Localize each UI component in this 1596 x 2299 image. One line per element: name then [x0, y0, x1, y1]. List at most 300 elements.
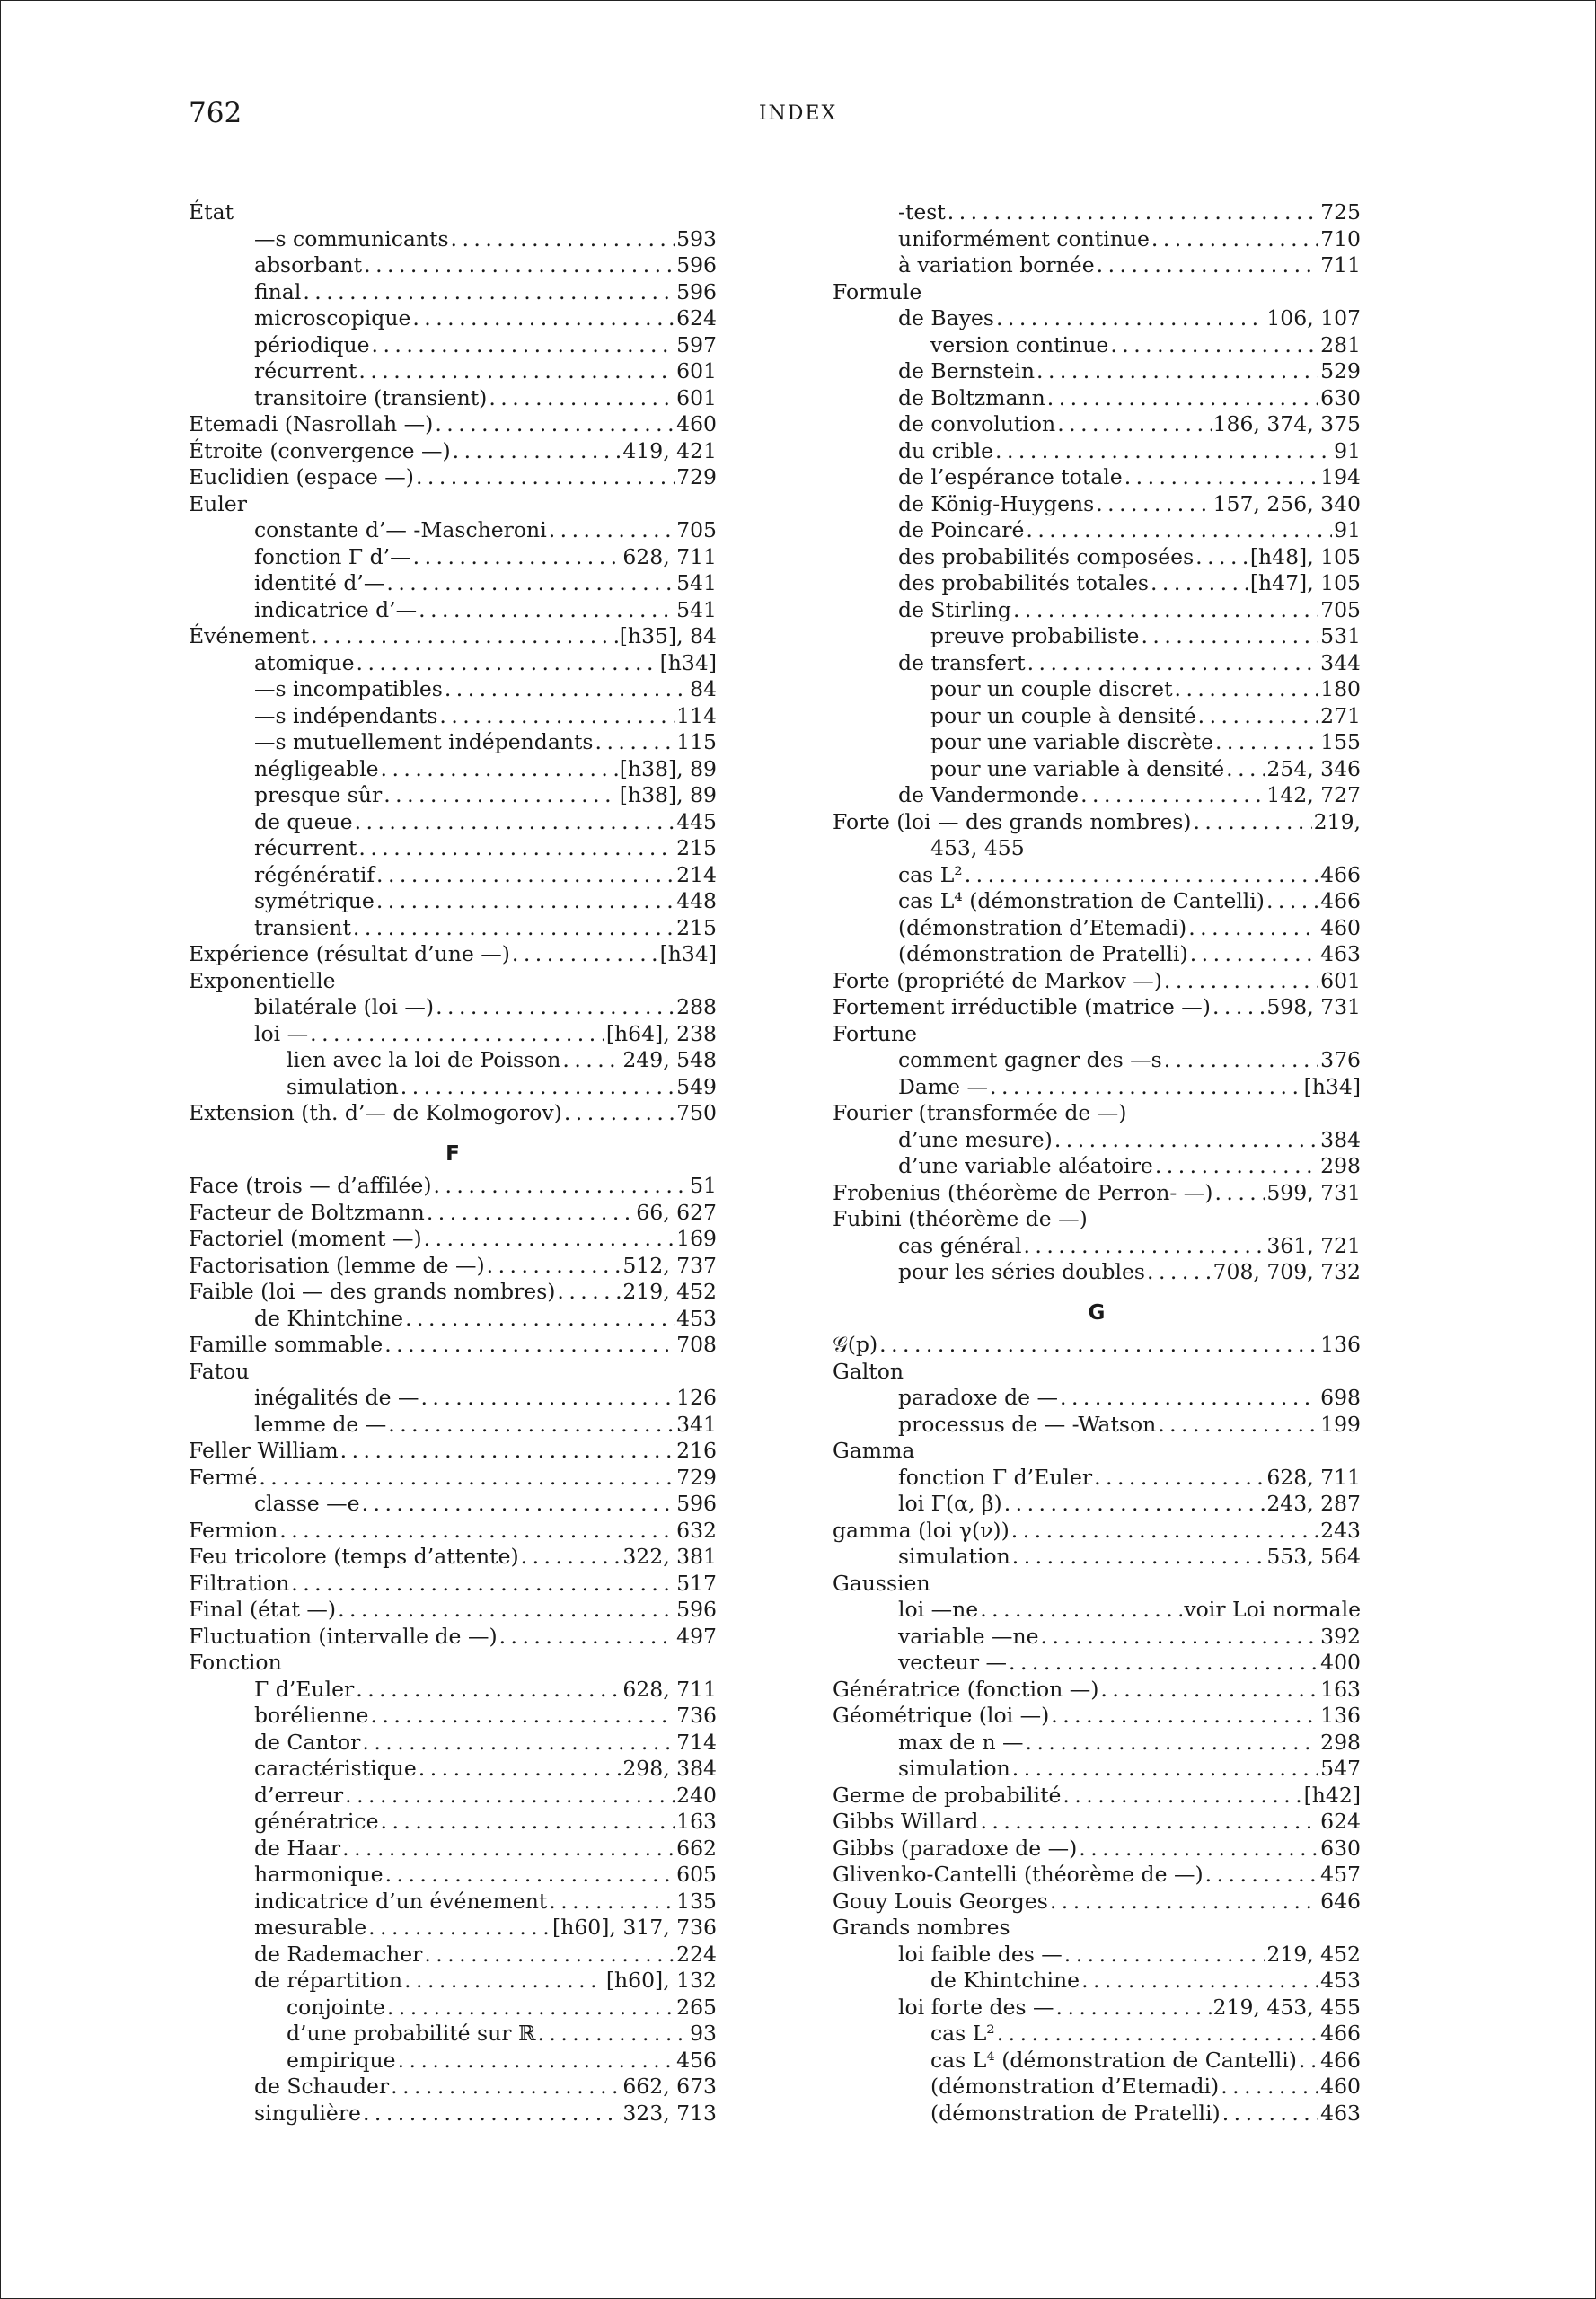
leader-dots: [512, 941, 658, 968]
leader-dots: [388, 1412, 675, 1439]
entry-term: de Stirling: [898, 596, 1011, 622]
entry-term: cas L⁴ (démonstration de Cantelli): [930, 2047, 1297, 2073]
entry-term: lemme de —: [254, 1411, 387, 1437]
entry-pages: 601: [676, 384, 717, 410]
entry-term: Final (état —): [189, 1597, 337, 1622]
leader-dots: [1026, 517, 1332, 544]
index-entry: [833, 782, 1361, 809]
entry-pages: 463: [1320, 941, 1361, 966]
leader-dots: [376, 888, 675, 915]
entry-pages: 711: [1320, 252, 1361, 277]
entry-pages: 91: [1334, 517, 1361, 542]
index-entry: [189, 1703, 717, 1730]
entry-pages: 224: [676, 1941, 717, 1967]
index-entry: [833, 332, 1361, 359]
entry-term: preuve probabiliste: [930, 623, 1140, 648]
entry-pages: 705: [676, 517, 717, 542]
entry-term: 𝒢(p): [833, 1332, 878, 1357]
entry-term: (démonstration de Pratelli): [898, 941, 1188, 966]
index-entry: [189, 1074, 717, 1101]
leader-dots: [1036, 358, 1318, 385]
leader-dots: [879, 1332, 1318, 1359]
entry-term: Filtration: [189, 1570, 290, 1596]
leader-dots: [990, 1074, 1302, 1101]
entry-pages: 628, 711: [1266, 1464, 1361, 1490]
leader-dots: [1060, 1385, 1318, 1412]
leader-dots: [259, 1465, 675, 1492]
index-entry: [833, 1703, 1361, 1730]
index-heading: Galton: [833, 1358, 904, 1384]
entry-term: caractéristique: [254, 1756, 417, 1781]
entry-pages: 497: [676, 1623, 717, 1649]
entry-term: Fluctuation (intervalle de —): [189, 1623, 498, 1649]
entry-pages: 605: [676, 1862, 717, 1887]
index-entry: [833, 411, 1361, 438]
index-entry: [833, 464, 1361, 491]
index-entry: [833, 305, 1361, 332]
entry-pages: 628, 711: [622, 1676, 717, 1702]
entry-term: paradoxe de —: [898, 1385, 1059, 1410]
entry-pages: 460: [1320, 2074, 1361, 2099]
index-heading: Exponentielle: [189, 967, 336, 993]
entry-term: Gouy Louis Georges: [833, 1888, 1048, 1914]
entry-pages: 219, 453, 455: [1212, 1994, 1361, 2020]
index-entry: [833, 570, 1361, 597]
leader-dots: [1079, 1836, 1318, 1863]
entry-term: de Poincaré: [898, 517, 1025, 542]
index-entry: [833, 1544, 1361, 1571]
index-entry: [189, 1624, 717, 1651]
entry-pages: 445: [676, 808, 717, 834]
leader-dots: [413, 544, 622, 571]
entry-pages: 361, 721: [1266, 1232, 1361, 1258]
index-entry: [189, 2101, 717, 2127]
index-heading: État: [189, 199, 234, 225]
entry-pages: 453: [1320, 1968, 1361, 1993]
entry-pages: 219, 452: [622, 1279, 717, 1304]
index-entry: [189, 570, 717, 597]
index-entry: [833, 2101, 1361, 2127]
leader-dots: [1141, 623, 1318, 650]
entry-term: fonction Γ d’—: [254, 543, 411, 569]
entry-term: récurrent: [254, 835, 357, 860]
entry-term: gamma (loi γ(ν)): [833, 1517, 1010, 1543]
index-entry: [833, 1074, 1361, 1101]
index-entry: [833, 358, 1361, 385]
leader-dots: [412, 305, 675, 332]
index-entry: [833, 729, 1361, 756]
entry-term: cas L²: [898, 861, 963, 887]
entry-pages: 243: [1320, 1517, 1361, 1543]
entry-term: Frobenius (théorème de Perron- —): [833, 1179, 1213, 1205]
leader-dots: [1188, 915, 1318, 942]
leader-dots: [1056, 1995, 1212, 2022]
index-entry: [189, 729, 717, 756]
entry-pages: 448: [676, 888, 717, 913]
index-entry: [833, 1995, 1361, 2022]
entry-term: bilatérale (loi —): [254, 994, 435, 1019]
index-entry: [189, 1756, 717, 1783]
leader-dots: [419, 1756, 622, 1783]
leader-dots: [391, 2074, 621, 2101]
entry-term: (démonstration d’Etemadi): [930, 2074, 1220, 2099]
entry-pages: 460: [676, 411, 717, 436]
entry-term: Gibbs Willard: [833, 1809, 979, 1834]
index-entry: [833, 1491, 1361, 1518]
entry-term: loi —: [254, 1020, 309, 1046]
leader-dots: [424, 1226, 675, 1253]
entry-pages: 194: [1320, 464, 1361, 489]
index-entry: [189, 1862, 717, 1889]
leader-dots: [1097, 252, 1319, 279]
entry-pages: 254, 346: [1266, 755, 1361, 781]
entry-pages: 729: [676, 1464, 717, 1490]
leader-dots: [435, 411, 675, 438]
leader-dots: [358, 358, 675, 385]
page-header: [0, 97, 1596, 133]
entry-term: de convolution: [898, 411, 1056, 436]
entry-term: cas L⁴ (démonstration de Cantelli): [898, 888, 1265, 913]
index-entry: [189, 517, 717, 544]
index-entry: [833, 1968, 1361, 1995]
entry-pages: [h34]: [659, 941, 717, 966]
index-entry: [189, 1571, 717, 1598]
entry-term: simulation: [898, 1544, 1010, 1569]
entry-term: Germe de probabilité: [833, 1782, 1062, 1808]
entry-term: de transfert: [898, 649, 1026, 675]
entry-term: Euclidien (espace —): [189, 464, 414, 489]
entry-pages: 163: [676, 1809, 717, 1834]
entry-term: simulation: [898, 1756, 1010, 1781]
entry-pages: 466: [1320, 861, 1361, 887]
leader-dots: [387, 1995, 675, 2022]
index-column-right: [833, 199, 1361, 2127]
index-heading: Fortune: [833, 1020, 918, 1046]
leader-dots: [980, 1809, 1318, 1836]
entry-pages: [h38], 89: [619, 755, 717, 781]
index-entry: [189, 305, 717, 332]
index-entry: [833, 941, 1361, 968]
leader-dots: [1175, 676, 1319, 703]
index-entry: [189, 1200, 717, 1227]
leader-dots: [1057, 411, 1211, 438]
entry-pages: [h38], 89: [619, 782, 717, 807]
index-heading: Fubini (théorème de —): [833, 1206, 1088, 1231]
entry-pages: 463: [1320, 2100, 1361, 2126]
index-entry: [833, 1809, 1361, 1836]
index-entry: [189, 464, 717, 491]
entry-pages: 66, 627: [636, 1199, 717, 1225]
entry-term: périodique: [254, 331, 370, 357]
index-entry: [833, 915, 1361, 942]
entry-pages: 323, 713: [622, 2100, 717, 2126]
leader-dots: [1147, 1259, 1212, 1286]
entry-term: de l’espérance totale: [898, 464, 1123, 489]
leader-dots: [356, 1677, 621, 1704]
leader-dots: [1226, 756, 1265, 783]
index-entry: [833, 809, 1361, 836]
entry-pages: 547: [1320, 1756, 1361, 1781]
index-entry: [833, 676, 1361, 703]
entry-term: comment gagner des —s: [898, 1047, 1162, 1072]
index-entry: [833, 1518, 1361, 1545]
index-entry: [833, 544, 1361, 571]
index-heading: Fatou: [189, 1358, 250, 1384]
index-entry: [833, 2021, 1361, 2048]
entry-pages: voir Loi normale: [1184, 1597, 1361, 1622]
leader-dots: [424, 1942, 675, 1969]
index-entry: [833, 1836, 1361, 1863]
leader-dots: [997, 2021, 1318, 2048]
leader-dots: [291, 1571, 675, 1598]
index-entry: [833, 517, 1361, 544]
entry-term: de Rademacher: [254, 1941, 423, 1967]
index-entry: [833, 199, 1361, 226]
entry-pages: [h34]: [659, 649, 717, 675]
leader-dots: [439, 703, 675, 730]
entry-term: loi faible des —: [898, 1941, 1063, 1967]
leader-dots: [996, 305, 1265, 332]
index-entry: [833, 1127, 1361, 1154]
index-entry: [833, 968, 1361, 995]
index-entry: [189, 1332, 717, 1359]
leader-dots: [1064, 1942, 1265, 1969]
entry-pages: 216: [676, 1438, 717, 1463]
entry-term: identité d’—: [254, 570, 385, 595]
entry-term: Factorisation (lemme de —): [189, 1252, 485, 1278]
leader-dots: [1096, 491, 1211, 518]
index-entry: [189, 1253, 717, 1280]
entry-pages: 710: [1320, 225, 1361, 251]
leader-dots: [562, 1047, 621, 1074]
entry-pages: 708: [676, 1332, 717, 1357]
entry-pages: 106, 107: [1266, 305, 1361, 330]
entry-term: de Khintchine: [930, 1968, 1080, 1993]
leader-dots: [419, 597, 675, 624]
leader-dots: [487, 1253, 622, 1280]
entry-pages: 541: [676, 570, 717, 595]
entry-term: transient: [254, 914, 351, 940]
index-entry: [189, 915, 717, 942]
entry-term: de Schauder: [254, 2074, 390, 2099]
entry-term: conjointe: [287, 1994, 385, 2020]
entry-pages: 596: [676, 1491, 717, 1516]
leader-dots: [1013, 597, 1318, 624]
entry-pages: 180: [1320, 676, 1361, 701]
leader-dots: [1299, 2048, 1318, 2074]
index-heading: Fonction: [189, 1650, 282, 1675]
entry-term: indicatrice d’—: [254, 596, 418, 622]
entry-term: constante d’— -Mascheroni: [254, 517, 547, 542]
leader-dots: [1023, 1233, 1265, 1260]
entry-term: Fermé: [189, 1464, 258, 1490]
leader-dots: [340, 1438, 675, 1465]
leader-dots: [1198, 703, 1318, 730]
entry-pages: 601: [676, 358, 717, 383]
entry-pages: 632: [676, 1517, 717, 1543]
entry-term: uniformément continue: [898, 225, 1150, 251]
entry-term: d’une mesure): [898, 1126, 1053, 1152]
entry-term: harmonique: [254, 1862, 384, 1887]
leader-dots: [364, 252, 675, 279]
entry-term: Faible (loi — des grands nombres): [189, 1279, 556, 1304]
entry-pages: [h60], 132: [605, 1968, 717, 1993]
entry-term: —s mutuellement indépendants: [254, 729, 594, 754]
entry-term: Génératrice (fonction —): [833, 1676, 1099, 1702]
leader-dots: [980, 1597, 1182, 1624]
index-entry: [189, 1100, 717, 1127]
leader-dots: [385, 1862, 675, 1889]
leader-dots: [345, 1783, 675, 1810]
index-entry: [833, 226, 1361, 253]
entry-term: atomique: [254, 649, 355, 675]
entry-term: Forte (loi — des grands nombres): [833, 808, 1192, 834]
entry-pages: 298: [1320, 1153, 1361, 1178]
entry-pages: 466: [1320, 2047, 1361, 2073]
leader-dots: [521, 1544, 622, 1571]
leader-dots: [1212, 994, 1265, 1021]
leader-dots: [311, 623, 618, 650]
entry-pages: 662, 673: [622, 2074, 717, 2099]
leader-dots: [1215, 729, 1318, 756]
entry-pages: 344: [1320, 649, 1361, 675]
index-heading: Euler: [189, 490, 247, 516]
entry-term: d’une variable aléatoire: [898, 1153, 1153, 1178]
index-entry: [833, 2074, 1361, 2101]
index-heading: Grands nombres: [833, 1915, 1010, 1940]
entry-term: pour un couple discret: [930, 676, 1173, 701]
entry-term: de Vandermonde: [898, 782, 1080, 807]
leader-dots: [401, 1074, 675, 1101]
leader-dots: [1012, 1756, 1318, 1783]
entry-term: de Boltzmann: [898, 384, 1045, 410]
entry-pages: 126: [676, 1385, 717, 1410]
leader-dots: [1110, 332, 1318, 359]
index-entry: [833, 2048, 1361, 2074]
leader-dots: [1081, 1968, 1318, 1995]
entry-pages: 630: [1320, 1835, 1361, 1861]
entry-pages: 135: [676, 1888, 717, 1914]
index-entry: [189, 226, 717, 253]
index-entry: [833, 1624, 1361, 1651]
leader-dots: [1190, 941, 1318, 968]
entry-term: négligeable: [254, 755, 379, 781]
leader-dots: [564, 1100, 675, 1127]
index-entry: [189, 1783, 717, 1810]
leader-dots: [549, 1889, 675, 1916]
entry-pages: 630: [1320, 384, 1361, 410]
leader-dots: [436, 994, 675, 1021]
index-entry: [833, 703, 1361, 730]
index-entry: [833, 1730, 1361, 1757]
leader-dots: [384, 782, 618, 809]
index-entry: [189, 994, 717, 1021]
entry-pages: 288: [676, 994, 717, 1019]
entry-pages: 549: [676, 1073, 717, 1099]
leader-dots: [362, 1491, 675, 1518]
entry-term: de Cantor: [254, 1729, 361, 1755]
entry-term: Famille sommable: [189, 1332, 384, 1357]
entry-term: loi —ne: [898, 1597, 979, 1622]
leader-dots: [549, 517, 675, 544]
leader-dots: [404, 1968, 604, 1995]
index-entry: [833, 1597, 1361, 1624]
leader-dots: [965, 862, 1318, 889]
index-entry: [189, 1889, 717, 1916]
entry-term: Glivenko-Cantelli (théorème de —): [833, 1862, 1204, 1887]
index-entry: [833, 994, 1361, 1021]
entry-pages: 114: [676, 702, 717, 728]
leader-dots: [1221, 2074, 1318, 2101]
index-entry: [833, 1862, 1361, 1889]
index-entry: [189, 358, 717, 385]
entry-term: cas général: [898, 1232, 1022, 1258]
entry-pages: 199: [1320, 1411, 1361, 1437]
entry-pages: 163: [1320, 1676, 1361, 1702]
entry-pages: 553, 564: [1266, 1544, 1361, 1569]
index-entry: [189, 1438, 717, 1465]
entry-pages: 662: [676, 1835, 717, 1861]
entry-term: (démonstration d’Etemadi): [898, 914, 1187, 940]
entry-pages: 219, 452: [1266, 1941, 1361, 1967]
leader-dots: [1080, 782, 1265, 809]
leader-dots: [376, 862, 675, 889]
entry-pages: [h48], 105: [1249, 543, 1361, 569]
entry-pages: 243, 287: [1266, 1491, 1361, 1516]
leader-dots: [310, 1021, 604, 1048]
entry-term: variable —ne: [898, 1623, 1039, 1649]
index-heading: Gamma: [833, 1438, 915, 1463]
leader-dots: [1193, 809, 1311, 836]
entry-term: -test: [898, 199, 946, 225]
index-entry: [189, 1968, 717, 1995]
leader-dots: [427, 1200, 634, 1227]
entry-term: Expérience (résultat d’une —): [189, 941, 510, 966]
index-entry: [189, 835, 717, 862]
entry-pages: 596: [676, 278, 717, 304]
leader-dots: [1009, 1650, 1318, 1677]
entry-term: transitoire (transient): [254, 384, 488, 410]
entry-term: pour une variable discrète: [930, 729, 1213, 754]
index-entry: [833, 1259, 1361, 1286]
entry-pages: 698: [1320, 1385, 1361, 1410]
entry-term: Étroite (convergence —): [189, 437, 451, 463]
entry-pages: 93: [690, 2021, 717, 2046]
entry-pages: 271: [1320, 702, 1361, 728]
entry-pages: 736: [676, 1703, 717, 1728]
entry-pages: 186, 374, 375: [1212, 411, 1361, 436]
entry-pages: 624: [1320, 1809, 1361, 1834]
index-entry: [833, 597, 1361, 624]
entry-term: Forte (propriété de Markov —): [833, 967, 1162, 993]
index-entry: [833, 1153, 1361, 1180]
leader-dots: [1164, 968, 1318, 995]
entry-pages: 714: [676, 1729, 717, 1755]
entry-term: Γ d’Euler: [254, 1676, 355, 1702]
entry-term: Etemadi (Nasrollah —): [189, 411, 434, 436]
entry-term: empirique: [287, 2047, 396, 2073]
index-entry: [833, 1783, 1361, 1810]
index-entry: [833, 491, 1361, 518]
entry-pages: 466: [1320, 888, 1361, 913]
leader-dots: [1054, 1127, 1318, 1154]
entry-term: max de n —: [898, 1729, 1024, 1755]
entry-pages: 384: [1320, 1126, 1361, 1152]
index-entry: [833, 623, 1361, 650]
entry-term: de répartition: [254, 1968, 403, 1993]
entry-pages: 599, 731: [1266, 1179, 1361, 1205]
entry-pages: 155: [1320, 729, 1361, 754]
